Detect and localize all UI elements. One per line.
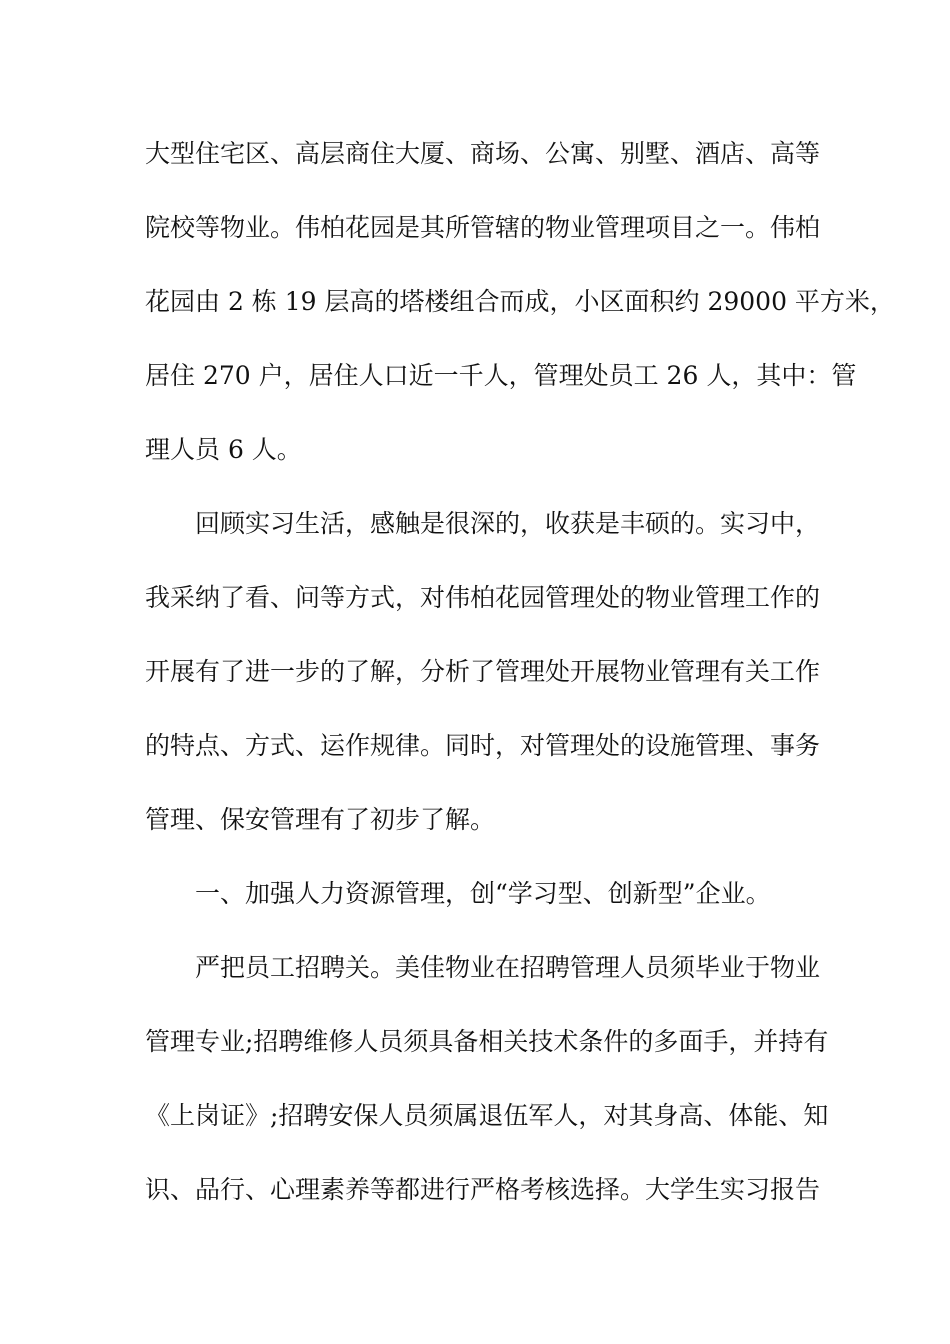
- text-line-2: 院校等物业。伟柏花园是其所管辖的物业管理项目之一。伟柏: [145, 213, 821, 242]
- text-line-1: 大型住宅区、高层商住大厦、商场、公寓、别墅、酒店、高等: [145, 139, 821, 168]
- text-line-7: 我采纳了看、问等方式，对伟柏花园管理处的物业管理工作的: [145, 583, 821, 612]
- text-line-15: 识、品行、心理素养等都进行严格考核选择。大学生实习报告: [145, 1175, 821, 1204]
- text-line-3: 花园由 2 栋 19 层高的塔楼组合而成，小区面积约 29000 平方米，: [145, 287, 895, 316]
- text-line-10: 管理、保安管理有了初步了解。: [145, 805, 496, 834]
- text-line-6: 回顾实习生活，感触是很深的，收获是丰硕的。实习中，: [195, 509, 821, 538]
- text-line-14: 《上岗证》;招聘安保人员须属退伍军人，对其身高、体能、知: [145, 1101, 829, 1130]
- text-line-5: 理人员 6 人。: [145, 435, 302, 464]
- text-line-12: 严把员工招聘关。美佳物业在招聘管理人员须毕业于物业: [195, 953, 821, 982]
- text-line-13: 管理专业;招聘维修人员须具备相关技术条件的多面手，并持有: [145, 1027, 829, 1056]
- section-heading: 一、加强人力资源管理，创“学习型、创新型”企业。: [195, 879, 771, 908]
- text-line-8: 开展有了进一步的了解，分析了管理处开展物业管理有关工作: [145, 657, 821, 686]
- text-line-9: 的特点、方式、运作规律。同时，对管理处的设施管理、事务: [145, 731, 821, 760]
- text-line-4: 居住 270 户，居住人口近一千人，管理处员工 26 人，其中：管: [145, 361, 857, 390]
